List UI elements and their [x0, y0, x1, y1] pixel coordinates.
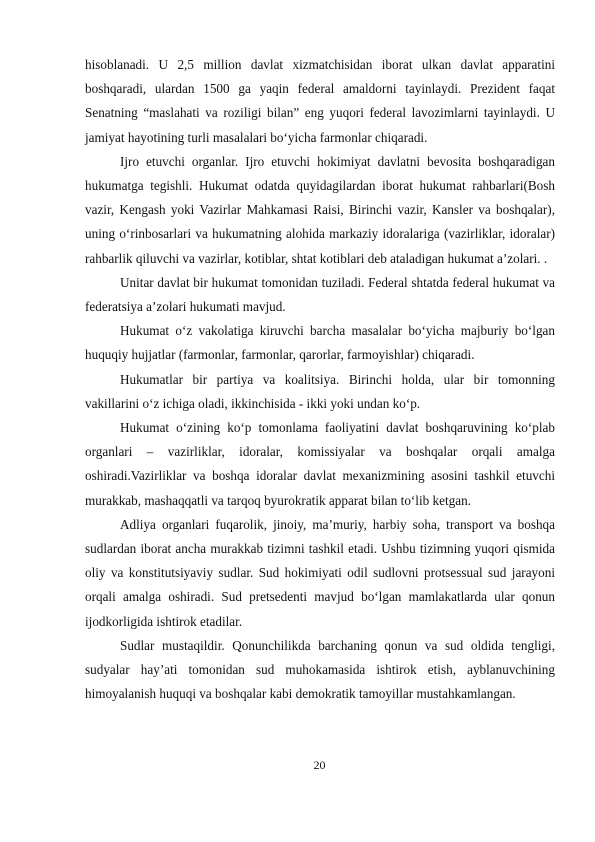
page-body	[85, 53, 555, 706]
paragraph-7: Adliya organlari fuqarolik, jinoiy, ma’muriy, harbiy soha, transport va boshqa sudlardan iborat ancha murakkab tizimni tashkil etadi. Ushbu tizimning yuqori qismida oliy va konstitutsiyaviy sudlar. Sud hokimiyati odil sudlovni protsessual sud jarayoni orqali amalga oshiradi. Sud pretsedenti mavjud bo‘lgan mamlakatlarda ular qonun ijodkorligida ishtirok etadilar.	[85, 516, 555, 629]
paragraph-8: Sudlar mustaqildir. Qonunchilikda barchaning qonun va sud oldida tengligi, sudyalar hay’ati tomonidan sud muhokamasida ishtirok etish, ayblanuvchining himoyalanish huquqi va boshqalar kabi demokratik tamoyillar mustahkamlangan.	[85, 637, 555, 702]
paragraph-1: hisoblanadi. U 2,5 million davlat xizmatchisidan iborat ulkan davlat apparatini boshqaradi, ulardan 1500 ga yaqin federal amaldorni tayinlaydi. Prezident faqat Senatning “maslahati va roziligi bilan” eng yuqori federal lavozimlarni tayinlaydi. U jamiyat hayotining turli masalalari bo‘yicha farmonlar chiqaradi.	[85, 57, 555, 145]
paragraph-4: Hukumat o‘z vakolatiga kiruvchi barcha masalalar bo‘yicha majburiy bo‘lgan huquqiy hujjatlar (farmonlar, farmonlar, qarorlar, farmoyishlar) chiqaradi.	[85, 323, 555, 363]
paragraph-6: Hukumat o‘zining ko‘p tomonlama faoliyatini davlat boshqaruvining ko‘plab organlari – vazirliklar, idoralar, komissiyalar va boshqalar orqali amalga oshiradi.Vazirliklar va boshqa idoralar davlat mexanizmining asosini tashkil etuvchi murakkab, mashaqqatli va tarqoq byurokratik apparat bilan to‘lib ketgan.	[85, 420, 555, 508]
paragraph-5: Hukumatlar bir partiya va koalitsiya. Birinchi holda, ular bir tomonning vakillarini o‘z ichiga oladi, ikkinchisida - ikki yoki undan ko‘p.	[85, 371, 555, 411]
page-number: 20	[313, 758, 326, 772]
paragraph-3: Unitar davlat bir hukumat tomonidan tuziladi. Federal shtatda federal hukumat va federatsiya a’zolari hukumati mavjud.	[85, 274, 555, 315]
paragraph-2: Ijro etuvchi organlar. Ijro etuvchi hokimiyat davlatni bevosita boshqaradigan hukumatga tegishli. Hukumat odatda quyidagilardan iborat hukumat rahbarlari(Bosh vazir, Kengash yoki Vazirlar Mahkamasi Raisi, Birinchi vazir, Kansler va boshqalar), uning o‘rinbosarlari va hukumatning alohida markaziy idoralariga (vazirliklar, idoralar) rahbarlik qiluvchi va vazirlar, kotiblar, shtat kotiblari deb ataladigan hukumat a’zolari. .	[85, 153, 555, 266]
